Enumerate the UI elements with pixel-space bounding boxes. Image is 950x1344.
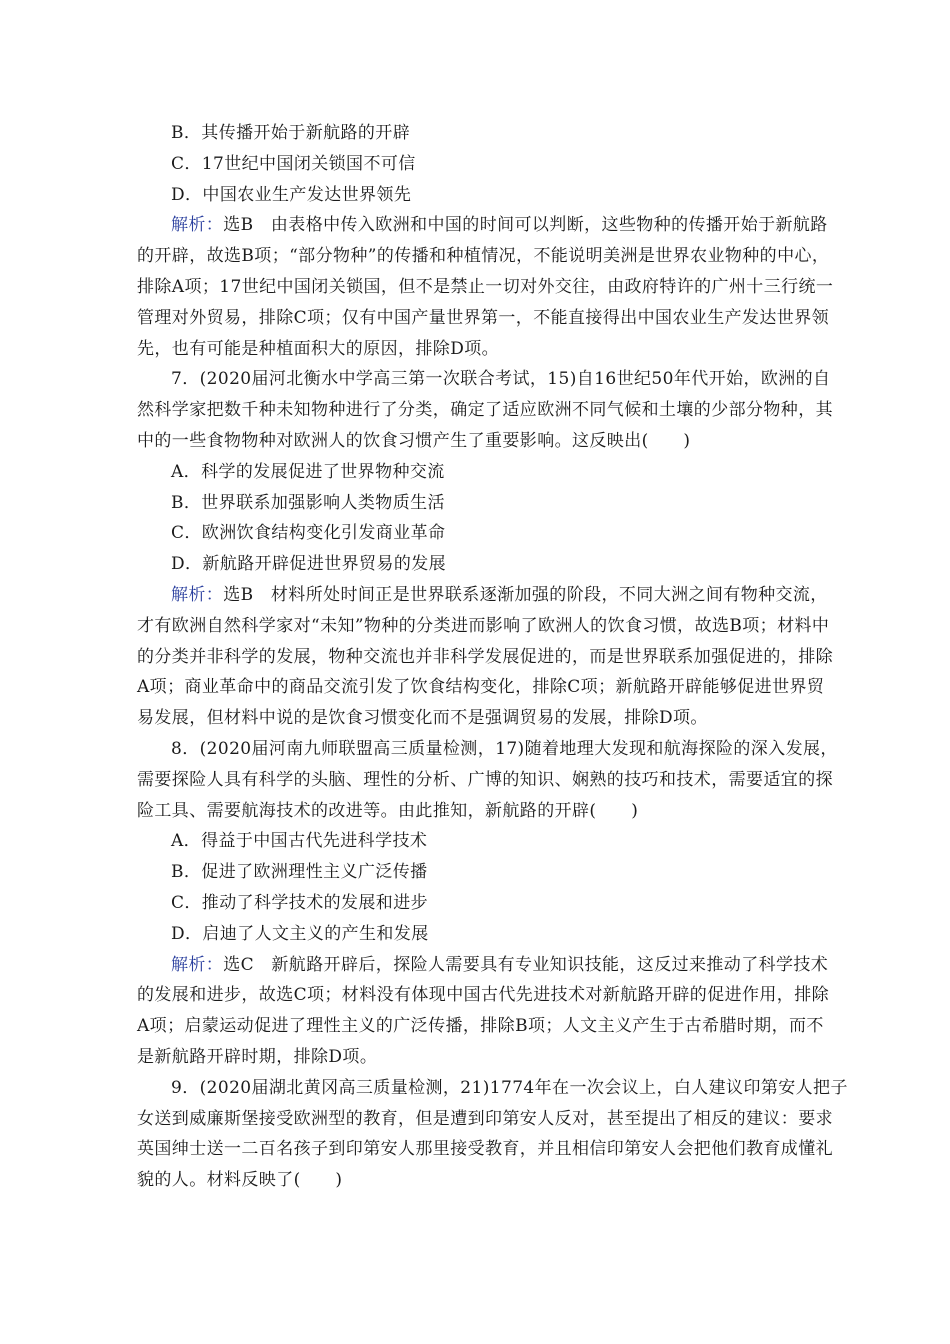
q6-analysis-line: 排除A项；17世纪中国闭关锁国，但不是禁止一切对外交往，由政府特许的广州十三行统一 <box>137 276 834 297</box>
q8-option-b: B．促进了欧洲理性主义广泛传播 <box>171 862 428 883</box>
q7-stem-line: 中的一些食物物种对欧洲人的饮食习惯产生了重要影响。这反映出( ) <box>137 430 691 451</box>
q7-stem-line: 7．(2020届河北衡水中学高三第一次联合考试，15)自16世纪50年代开始，欧洲的自 <box>171 369 831 390</box>
q9-stem-line: 女送到威廉斯堡接受欧洲型的教育，但是遭到印第安人反对，甚至提出了相反的建议：要求 <box>137 1108 833 1129</box>
q8-stem-line: 8．(2020届河南九师联盟高三质量检测，17)随着地理大发现和航海探险的深入发展， <box>171 738 838 759</box>
q8-stem-line: 需要探险人具有科学的头脑、理性的分析、广博的知识、娴熟的技巧和技术，需要适宜的探 <box>137 769 833 790</box>
analysis-label: 解析： <box>171 954 224 975</box>
q6-option-d: D．中国农业生产发达世界领先 <box>171 184 412 205</box>
q7-option-a: A．科学的发展促进了世界物种交流 <box>171 461 445 482</box>
q6-analysis-line: 的开辟，故选B项；“部分物种”的传播和种植情况，不能说明美洲是世界农业物种的中心， <box>137 246 830 267</box>
q7-option-d: D．新航路开辟促进世界贸易的发展 <box>171 554 447 575</box>
q6-option-c: C．17世纪中国闭关锁国不可信 <box>171 153 416 174</box>
q8-analysis-line: 解析：选C 新航路开辟后，探险人需要具有专业知识技能，这反过来推动了科学技术 <box>171 954 829 975</box>
q6-analysis-line: 管理对外贸易，排除C项；仅有中国产量世界第一，不能直接得出中国农业生产发达世界领 <box>137 307 830 328</box>
q8-option-d: D．启迪了人文主义的产生和发展 <box>171 923 429 944</box>
q7-analysis-line: 才有欧洲自然科学家对“未知”物种的分类进而影响了欧洲人的饮食习惯，故选B项；材料中 <box>137 615 830 636</box>
document-page <box>137 118 848 1196</box>
q7-analysis-line: 解析：选B 材料所处时间正是世界联系逐渐加强的阶段，不同大洲之间有物种交流， <box>171 584 828 605</box>
q7-analysis-line: 的分类并非科学的发展，物种交流也并非科学发展促进的，而是世界联系加强促进的，排除 <box>137 646 833 667</box>
q8-analysis-line: A项；启蒙运动促进了理性主义的广泛传播，排除B项；人文主义产生于古希腊时期，而不 <box>137 1016 824 1037</box>
analysis-label: 解析： <box>171 584 224 605</box>
q9-stem-line: 貌的人。材料反映了( ) <box>137 1170 343 1191</box>
q8-option-a: A．得益于中国古代先进科学技术 <box>171 831 428 852</box>
q8-option-c: C．推动了科学技术的发展和进步 <box>171 892 429 913</box>
q9-stem-line: 9．(2020届湖北黄冈高三质量检测，21)1774年在一次会议上，白人建议印第安人把子 <box>171 1077 848 1098</box>
q7-option-c: C．欧洲饮食结构变化引发商业革命 <box>171 523 446 544</box>
q9-stem-line: 英国绅士送一二百名孩子到印第安人那里接受教育，并且相信印第安人会把他们教育成懂礼 <box>137 1139 833 1160</box>
q6-option-b: B．其传播开始于新航路的开辟 <box>171 123 411 143</box>
q8-stem-line: 险工具、需要航海技术的改进等。由此推知，新航路的开辟( ) <box>137 800 639 821</box>
q7-option-b: B．世界联系加强影响人类物质生活 <box>171 492 445 513</box>
q7-stem-line: 然科学家把数千种未知物种进行了分类，确定了适应欧洲不同气候和土壤的少部分物种，其 <box>137 400 833 421</box>
q8-analysis-line: 是新航路开辟时期，排除D项。 <box>137 1046 378 1067</box>
q7-analysis-line: A项；商业革命中的商品交流引发了饮食结构变化，排除C项；新航路开辟能够促进世界贸 <box>137 677 825 698</box>
q6-analysis-line: 解析：选B 由表格中传入欧洲和中国的时间可以判断，这些物种的传播开始于新航路 <box>171 215 828 236</box>
q7-analysis-line: 易发展，但材料中说的是饮食习惯变化而不是强调贸易的发展，排除D项。 <box>137 708 708 729</box>
analysis-label: 解析： <box>171 215 224 236</box>
q8-analysis-line: 的发展和进步，故选C项；材料没有体现中国古代先进技术对新航路开辟的促进作用，排除 <box>137 985 830 1006</box>
q6-analysis-line: 先，也有可能是种植面积大的原因，排除D项。 <box>137 338 500 359</box>
